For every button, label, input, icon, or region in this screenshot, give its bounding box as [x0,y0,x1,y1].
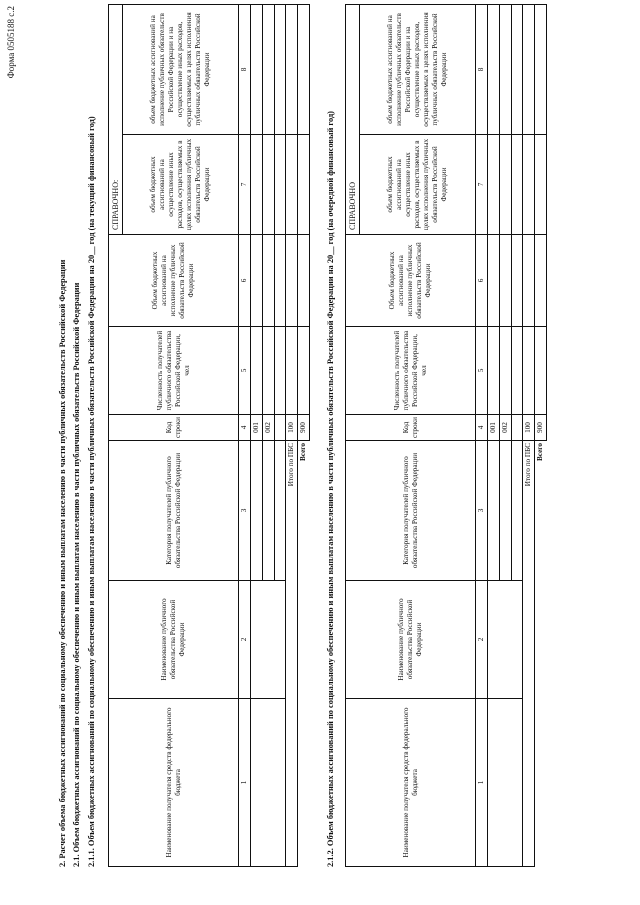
category-cell[interactable] [263,441,275,581]
row-code-empty [512,415,523,441]
col-header-obligation: Наименование публичного обязательства Российской Федерации [346,581,476,699]
col-header-other-expenses: объем бюджетных ассигнований на осуществление иных расходов, осуществляемых в целях исполнения публичных обязательств Российской Федерации [123,135,239,235]
value-cell[interactable] [251,235,263,327]
col-num-7: 7 [239,135,251,235]
obligation-cell[interactable] [251,581,286,699]
col-num-6: 6 [239,235,251,327]
itogo-label: Итого по ПБС [286,441,298,867]
col-num-4: 4 [476,415,488,441]
value-cell[interactable] [523,135,535,235]
col-header-total-volume: объем бюджетных ассигнований на исполнение публичных обязательств Российской Федерации и на осуществление иных расходов, осуществляемых в целях исполнения публичных обязательств Российской Федерации [123,5,239,135]
col-header-row-code: Код строки [109,415,239,441]
obligation-cell[interactable] [488,581,523,699]
value-cell[interactable] [535,135,547,235]
value-cell[interactable] [298,135,310,235]
col-num-6: 6 [476,235,488,327]
col-header-total-volume: объем бюджетных ассигнований на исполнение публичных обязательств Российской Федерации и на осуществление иных расходов, осуществляемых в целях исполнения публичных обязательств Российской Федерации [360,4,476,134]
value-cell[interactable] [535,327,547,415]
col-num-1: 1 [476,699,488,867]
row-code: 002 [500,415,512,441]
value-cell[interactable] [286,135,298,235]
col-num-4: 4 [239,415,251,441]
value-cell[interactable] [523,327,535,415]
itogo-code: 100 [523,415,535,441]
value-cell[interactable] [512,327,523,415]
vsego-code: 900 [535,415,547,441]
value-cell[interactable] [275,135,286,235]
category-cell[interactable] [500,441,512,581]
col-header-obligation: Наименование публичного обязательства Российской Федерации [109,581,239,699]
col-header-volume: Объем бюджетных ассигнований на исполнение публичных обязательств Российской Федерации [109,235,239,327]
col-header-volume: Объем бюджетных ассигнований на исполнение публичных обязательств Российской Федерации [346,235,476,327]
table-current-year [108,4,310,867]
value-cell[interactable] [263,235,275,327]
row-code: 001 [488,415,500,441]
value-cell[interactable] [512,4,523,134]
col-num-8: 8 [239,5,251,135]
table-row [488,4,500,866]
vsego-label: Всего [535,441,547,867]
value-cell[interactable] [500,4,512,134]
heading-section-2-1-2: 2.1.2. Объем бюджетных ассигнований по социальному обеспечению и иным выплатам населению в части публичных обязательств Российской Федерации на 20__ год (на очередной финансовый год) [326,111,335,867]
col-num-3: 3 [239,441,251,581]
col-header-category: Категория получателей публичного обязательства Российской Федерации [346,441,476,581]
value-cell[interactable] [275,5,286,135]
value-cell[interactable] [500,135,512,235]
col-num-5: 5 [239,327,251,415]
itogo-code: 100 [286,415,298,441]
col-num-2: 2 [239,581,251,699]
col-header-recipient: Наименование получателя средств федерального бюджета [109,699,239,867]
value-cell[interactable] [286,235,298,327]
value-cell[interactable] [512,135,523,235]
recipient-cell[interactable] [251,699,286,867]
itogo-row [286,5,298,867]
spravochno-header: СПРАВОЧНО: [109,5,123,235]
value-cell[interactable] [251,327,263,415]
col-num-7: 7 [476,135,488,235]
category-cell[interactable] [275,441,286,581]
table-row [251,5,263,867]
value-cell[interactable] [251,5,263,135]
col-num-3: 3 [476,441,488,581]
vsego-row [298,5,310,867]
itogo-row [523,4,535,866]
category-cell[interactable] [251,441,263,581]
col-num-2: 2 [476,581,488,699]
col-num-1: 1 [239,699,251,867]
itogo-label: Итого по ПБС [523,441,535,867]
value-cell[interactable] [298,5,310,135]
value-cell[interactable] [535,235,547,327]
vsego-label: Всего [298,441,310,867]
col-num-5: 5 [476,327,488,415]
heading-section-2-1: 2.1. Объем бюджетных ассигнований по социальному обеспечению и иным выплатам населению в части публичных обязательств Российской Федерации [72,282,81,867]
value-cell[interactable] [500,235,512,327]
row-code: 001 [251,415,263,441]
value-cell[interactable] [488,327,500,415]
value-cell[interactable] [298,235,310,327]
category-cell[interactable] [488,441,500,581]
value-cell[interactable] [286,327,298,415]
value-cell[interactable] [523,235,535,327]
category-cell[interactable] [512,441,523,581]
value-cell[interactable] [275,327,286,415]
spravochno-header: СПРАВОЧНО [346,4,360,234]
value-cell[interactable] [263,5,275,135]
col-header-category: Категория получателей публичного обязательства Российской Федерации [109,441,239,581]
value-cell[interactable] [275,235,286,327]
col-num-8: 8 [476,4,488,134]
table-next-year [345,4,547,867]
heading-section-2: 2. Расчет объема бюджетных ассигнований по социальному обеспечению и иным выплатам населению в части публичных обязательств Российской Федерации [58,259,67,867]
value-cell[interactable] [523,4,535,134]
col-header-row-code: Код строки [346,415,476,441]
row-code: 002 [263,415,275,441]
value-cell[interactable] [263,327,275,415]
row-code-empty [275,415,286,441]
value-cell[interactable] [500,327,512,415]
col-header-count: Численность получателей публичного обязательства Российской Федерации, чел [109,327,239,415]
vsego-row [535,4,547,866]
value-cell[interactable] [298,327,310,415]
form-label: Форма 0505188 с.2 [6,6,16,79]
col-header-recipient: Наименование получателя средств федерального бюджета [346,699,476,867]
col-header-count: Численность получателей публичного обязательства Российской Федерации, чел [346,327,476,415]
value-cell[interactable] [263,135,275,235]
value-cell[interactable] [488,235,500,327]
value-cell[interactable] [286,5,298,135]
value-cell[interactable] [512,235,523,327]
recipient-cell[interactable] [488,699,523,867]
value-cell[interactable] [488,4,500,134]
col-header-other-expenses: объем бюджетных ассигнований на осуществление иных расходов, осуществляемых в целях исполнения публичных обязательств Российской Федерации [360,135,476,235]
heading-section-2-1-1: 2.1.1. Объем бюджетных ассигнований по социальному обеспечению и иным выплатам населению в части публичных обязательств Российской Федерации на 20__ год (на текущий финансовый год) [87,116,96,867]
value-cell[interactable] [251,135,263,235]
vsego-code: 900 [298,415,310,441]
value-cell[interactable] [488,135,500,235]
value-cell[interactable] [535,4,547,134]
